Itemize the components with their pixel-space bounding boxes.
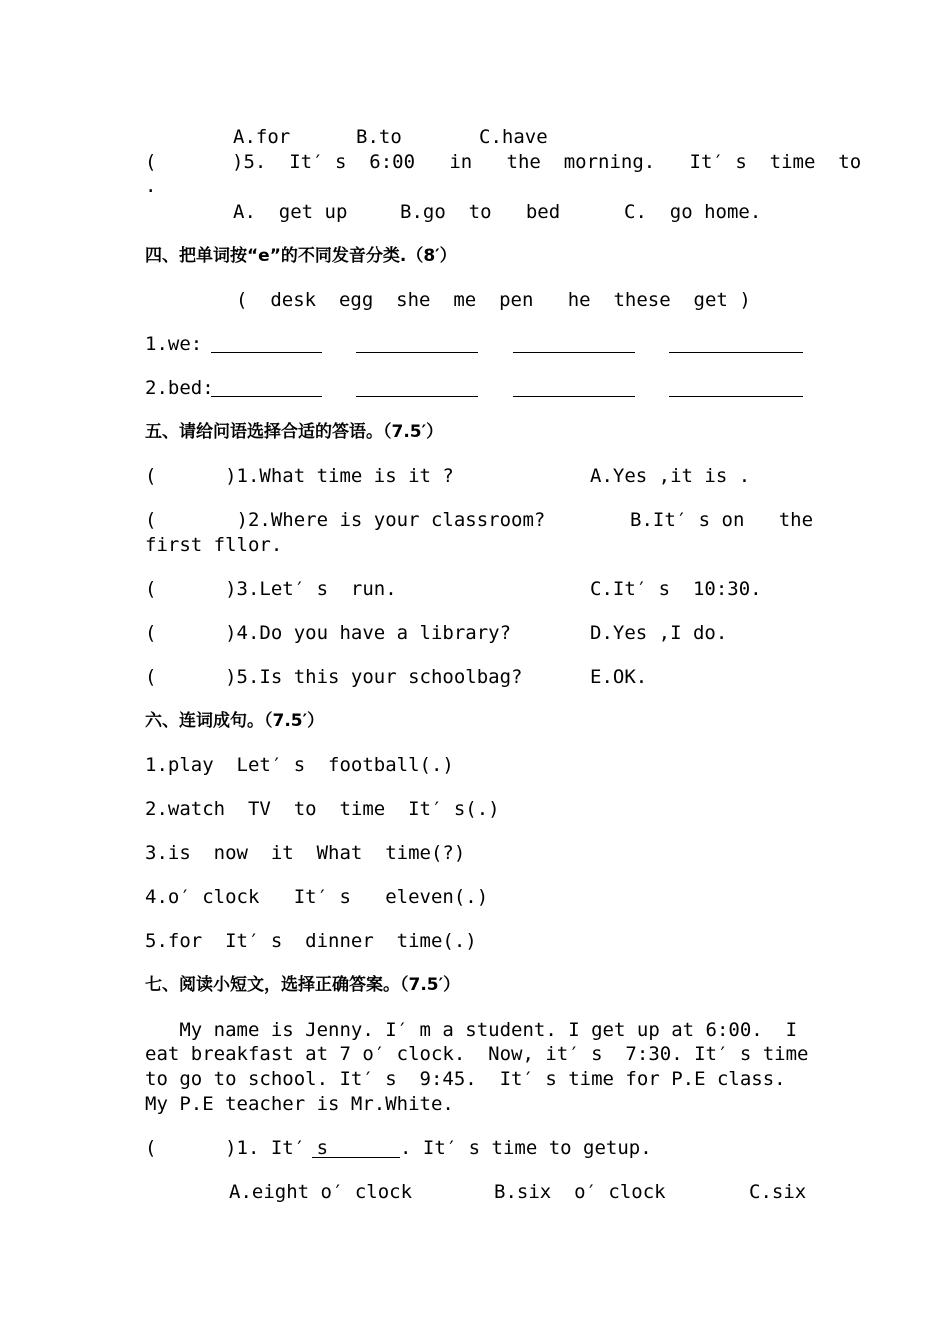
q4-option-b: B.to [356,126,402,148]
passage-line-1: My name is Jenny. I′ m a student. I get up at 6:00. I [145,1019,798,1041]
q5-dot: . [145,175,157,197]
sec5-answer-c: C.It′ s 10:30. [590,578,762,600]
row-2-blank-1[interactable] [211,396,322,397]
q5-paren: ( [145,151,157,173]
sec5-answer-b-cont: first fllor. [145,534,283,556]
q5-text: )5. It′ s 6:00 in the morning. It′ s time to [232,151,862,173]
sec5-question-4: ( )4.Do you have a library? [145,622,512,644]
sec7-option-a: A.eight o′ clock [229,1181,413,1203]
sec5-answer-a: A.Yes ,it is . [590,465,751,487]
sec6-item-5: 5.for It′ s dinner time(.) [145,930,477,952]
sec7-option-b: B.six o′ clock [494,1181,666,1203]
q5-option-a: A. get up [233,201,348,223]
passage-line-4: My P.E teacher is Mr.White. [145,1093,454,1115]
row-1-blank-1[interactable] [211,352,322,353]
row-2-blank-4[interactable] [669,396,803,397]
sec7-question-1-start: ( )1. It′ s [145,1137,329,1159]
row-1-blank-4[interactable] [669,352,803,353]
q5-option-b: B.go to bed [400,201,561,223]
row-1-blank-3[interactable] [513,352,635,353]
section-4-word-bank: ( desk egg she me pen he these get ) [236,289,751,311]
sec6-item-1: 1.play Let′ s football(.) [145,754,454,776]
sec6-item-4: 4.o′ clock It′ s eleven(.) [145,886,489,908]
sec5-answer-b: B.It′ s on the [630,509,814,531]
sec5-question-2: ( )2.Where is your classroom? [145,509,546,531]
sec5-question-3: ( )3.Let′ s run. [145,578,397,600]
sec6-item-2: 2.watch TV to time It′ s(.) [145,798,500,820]
sec5-question-1: ( )1.What time is it ? [145,465,454,487]
sec7-option-c: C.six [749,1181,807,1203]
q5-option-c: C. go home. [624,201,762,223]
passage-line-3: to go to school. It′ s 9:45. It′ s time for P.E class. [145,1068,786,1090]
section-6-title: 六、连词成句。（7.5′） [145,711,325,731]
sec7-question-1-blank[interactable] [312,1157,400,1158]
sec6-item-3: 3.is now it What time(?) [145,842,466,864]
sec5-answer-e: E.OK. [590,666,648,688]
q4-option-c: C.have [479,126,548,148]
row-1-label: 1.we: [145,333,203,355]
row-1-blank-2[interactable] [356,352,478,353]
sec5-question-5: ( )5.Is this your schoolbag? [145,666,523,688]
section-7-title: 七、阅读小短文，选择正确答案。（7.5′） [145,975,461,995]
section-5-title: 五、请给问语选择合适的答语。（7.5′） [145,422,444,442]
section-4-title: 四、把单词按“e”的不同发音分类.（8′） [145,246,457,266]
sec7-question-1-end: . It′ s time to getup. [400,1137,652,1159]
row-2-label: 2.bed: [145,377,214,399]
passage-line-2: eat breakfast at 7 o′ clock. Now, it′ s 7:30. It′ s time [145,1043,809,1065]
sec5-answer-d: D.Yes ,I do. [590,622,728,644]
row-2-blank-3[interactable] [513,396,635,397]
q4-option-a: A.for [233,126,291,148]
row-2-blank-2[interactable] [356,396,478,397]
